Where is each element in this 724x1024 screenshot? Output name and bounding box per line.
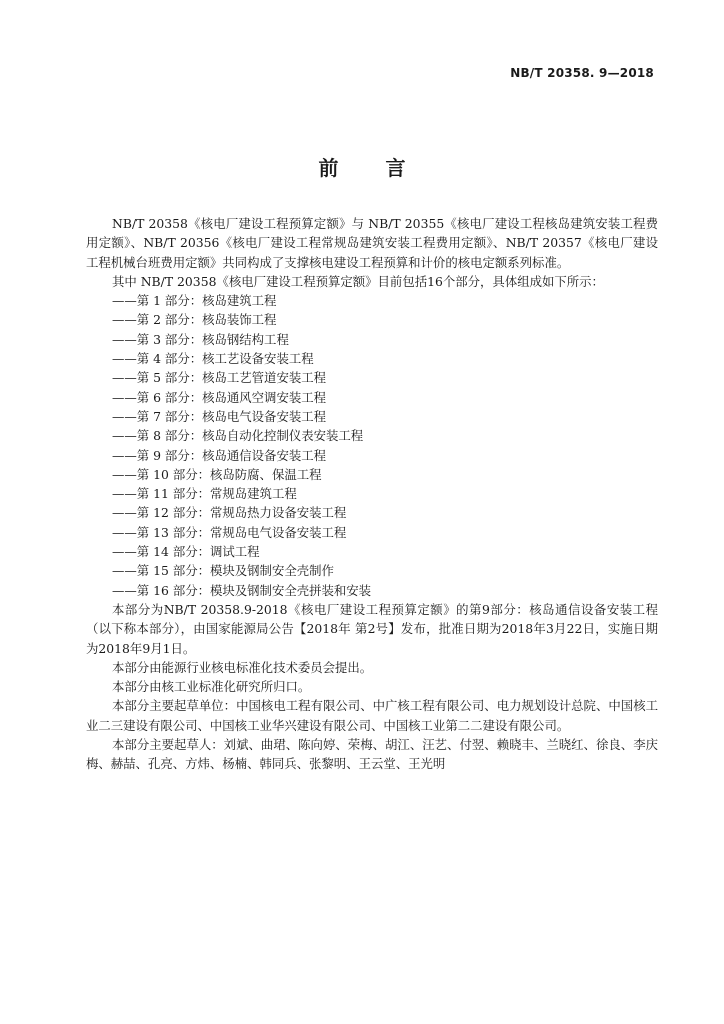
list-item: ——第 14 部分：调试工程	[112, 544, 260, 560]
list-item: ——第 1 部分：核岛建筑工程	[112, 293, 277, 309]
foreword-body	[86, 214, 658, 774]
list-item: ——第 9 部分：核岛通信设备安装工程	[112, 447, 327, 463]
list-item: ——第 11 部分：常规岛建筑工程	[112, 486, 297, 502]
list-item: ——第 12 部分：常规岛热力设备安装工程	[112, 505, 347, 521]
list-item: ——第 7 部分：核岛电气设备安装工程	[112, 408, 327, 424]
list-item: ——第 4 部分：核工艺设备安装工程	[112, 351, 314, 367]
standard-code: NB/T 20358. 9—2018	[510, 66, 654, 80]
list-item: ——第 5 部分：核岛工艺管道安装工程	[112, 370, 327, 386]
publication-paragraph: 本部分为NB/T 20358.9-2018《核电厂建设工程预算定额》的第9部分：核岛通信设备安装工程（以下称本部分），由国家能源局公告【2018年 第2号】发布，批准日期为2018年3月22日，实施日期为2018年9月1日。	[86, 601, 658, 656]
drafting-units-paragraph: 本部分主要起草单位：中国核电工程有限公司、中广核工程有限公司、电力规划设计总院、中国核工业二三建设有限公司、中国核工业华兴建设有限公司、中国核工业第二二建设有限公司。	[86, 698, 658, 733]
list-item: ——第 6 部分：核岛通风空调安装工程	[112, 389, 327, 405]
intro-paragraph-2: 其中 NB/T 20358《核电厂建设工程预算定额》目前包括16个部分，具体组成如下所示：	[112, 273, 604, 289]
drafters-paragraph: 本部分主要起草人：刘斌、曲珺、陈向婷、荣梅、胡江、汪艺、付翌、赖晓丰、兰晓红、徐良、李庆梅、赫喆、孔亮、方炜、杨楠、韩同兵、张黎明、王云堂、王光明	[86, 737, 658, 772]
intro-paragraph-1: NB/T 20358《核电厂建设工程预算定额》与 NB/T 20355《核电厂建设工程核岛建筑安装工程费用定额》、NB/T 20356《核电厂建设工程常规岛建筑安装工程费用定额》、NB/T 20357《核电厂建设工程机械台班费用定额》共同构成了支撑核电建设工程预算和计价的核电定额系列标准。	[86, 216, 658, 270]
list-item: ——第 16 部分：模块及钢制安全壳拼装和安装	[112, 582, 372, 598]
list-item: ——第 8 部分：核岛自动化控制仪表安装工程	[112, 428, 364, 444]
proposed-by-paragraph: 本部分由能源行业核电标准化技术委员会提出。	[112, 659, 373, 675]
list-item: ——第 13 部分：常规岛电气设备安装工程	[112, 524, 347, 540]
managed-by-paragraph: 本部分由核工业标准化研究所归口。	[112, 679, 311, 695]
list-item: ——第 2 部分：核岛装饰工程	[112, 312, 277, 328]
list-item: ——第 15 部分：模块及钢制安全壳制作	[112, 563, 334, 579]
list-item: ——第 3 部分：核岛钢结构工程	[112, 331, 289, 347]
list-item: ——第 10 部分：核岛防腐、保温工程	[112, 466, 322, 482]
parts-list	[86, 291, 658, 600]
page-title: 前 言	[318, 156, 426, 180]
